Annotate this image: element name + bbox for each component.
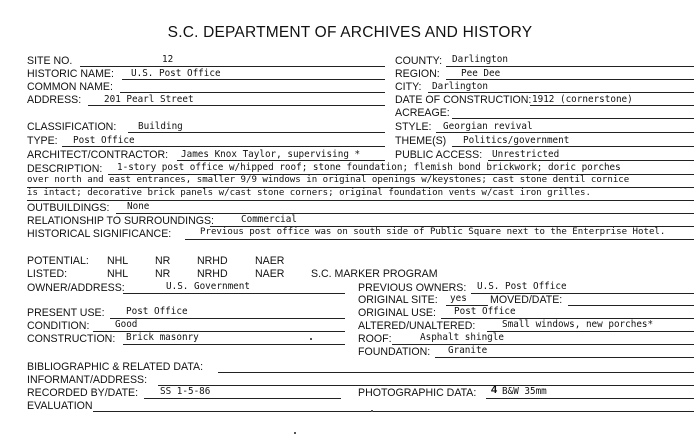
informant-line	[158, 385, 694, 386]
present-use-label: PRESENT USE:	[27, 307, 105, 319]
roof-line	[392, 344, 694, 345]
city-label: CITY:	[395, 81, 422, 93]
construction-line	[123, 344, 345, 345]
county-label: COUNTY:	[395, 55, 443, 67]
listed-nrhd: NRHD	[197, 268, 228, 280]
public-access-label: PUBLIC ACCESS:	[395, 149, 483, 161]
listed-nr: NR	[155, 268, 171, 280]
recorded-by-label: RECORDED BY/DATE:	[27, 387, 139, 399]
significance-value: Previous post office was on south side of Public Square next to the Enterprise Hotel.	[200, 227, 666, 237]
bibliographic-line	[218, 372, 694, 373]
classification-line	[128, 132, 385, 133]
address-value: 201 Pearl Street	[104, 94, 194, 105]
original-site-label: ORIGINAL SITE:	[358, 294, 438, 306]
form-title: S.C. DEPARTMENT OF ARCHIVES AND HISTORY	[167, 24, 533, 41]
informant-label: INFORMANT/ADDRESS:	[27, 374, 148, 386]
county-value: Darlington	[452, 54, 508, 65]
construction-value: Brick masonry	[126, 332, 199, 343]
historic-name-line	[122, 79, 385, 80]
paper-speck	[310, 338, 312, 340]
recorded-by-value: SS 1-5-86	[160, 386, 211, 397]
themes-label: THEME(S)	[395, 135, 447, 147]
listed-nhl: NHL	[107, 268, 129, 280]
moved-date-line	[568, 305, 694, 306]
city-value: Darlington	[432, 81, 488, 92]
outbuildings-label: OUTBUILDINGS:	[27, 202, 110, 214]
altered-line	[487, 331, 694, 332]
site-no-line	[80, 66, 385, 67]
historic-name-value: U.S. Post Office	[131, 68, 221, 79]
style-label: STYLE:	[395, 121, 432, 133]
address-label: ADDRESS:	[27, 94, 82, 106]
outbuildings-line	[116, 213, 694, 214]
type-label: TYPE:	[27, 135, 58, 147]
previous-owners-value: U.S. Post Office	[477, 281, 567, 292]
themes-value: Politics/government	[463, 135, 570, 146]
region-label: REGION:	[395, 68, 440, 80]
common-name-label: COMMON NAME:	[27, 81, 113, 93]
date-construction-value: 1912 (cornerstone)	[532, 94, 633, 105]
style-value: Georgian revival	[443, 121, 533, 132]
previous-owners-label: PREVIOUS OWNERS:	[358, 282, 467, 294]
condition-label: CONDITION:	[27, 320, 90, 332]
acreage-line	[452, 118, 694, 119]
site-no-value: 12	[162, 54, 174, 65]
altered-value: Small windows, new porches*	[502, 319, 654, 330]
architect-line	[177, 160, 385, 161]
owner-address-line	[123, 293, 345, 294]
common-name-line	[120, 92, 385, 93]
classification-label: CLASSIFICATION:	[27, 121, 117, 133]
description-text-3: is intact; decorative brick panels w/cast stone corners; original foundation vents w/cast iron grilles.	[27, 188, 591, 198]
photographic-label: PHOTOGRAPHIC DATA:	[358, 387, 477, 399]
region-value: Pee Dee	[461, 68, 501, 79]
photo-count-value: 4	[491, 384, 498, 396]
potential-nhl: NHL	[107, 255, 129, 267]
architect-value: James Knox Taylor, supervising *	[181, 149, 361, 160]
relationship-label: RELATIONSHIP TO SURROUNDINGS:	[27, 215, 214, 227]
recorded-by-line	[144, 398, 341, 399]
owner-address-label: OWNER/ADDRESS:	[27, 282, 125, 294]
evaluation-line	[93, 411, 694, 412]
photo-type-value: B&W 35mm	[502, 386, 547, 397]
moved-date-label: MOVED/DATE:	[490, 294, 563, 306]
potential-label: POTENTIAL:	[27, 255, 89, 267]
paper-speck	[294, 432, 296, 434]
type-line	[62, 146, 385, 147]
region-line	[446, 79, 694, 80]
description-text-1: 1-story post office w/hipped roof; stone foundation; flemish bond brickwork; doric porches	[117, 162, 621, 173]
themes-line	[452, 146, 694, 147]
altered-label: ALTERED/UNALTERED:	[358, 320, 476, 332]
foundation-line	[435, 357, 694, 358]
owner-address-value: U.S. Government	[166, 281, 250, 292]
paper-speck	[371, 410, 373, 412]
style-line	[436, 132, 694, 133]
date-construction-label: DATE OF CONSTRUCTION:	[395, 94, 532, 106]
condition-value: Good	[115, 319, 138, 330]
description-label: DESCRIPTION:	[27, 163, 103, 175]
type-value: Post Office	[73, 135, 135, 146]
county-line	[446, 66, 694, 67]
relationship-value: Commercial	[241, 214, 297, 225]
historic-name-label: HISTORIC NAME:	[27, 68, 114, 80]
site-no-label: SITE NO.	[27, 55, 73, 67]
city-line	[428, 92, 694, 93]
bibliographic-label: BIBLIOGRAPHIC & RELATED DATA:	[27, 361, 204, 373]
listed-naer: NAER	[255, 268, 285, 280]
marker-program-label: S.C. MARKER PROGRAM	[311, 268, 438, 280]
roof-label: ROOF:	[358, 333, 392, 345]
description-text-2: over north and east entrances, smaller 9/9 windows in original openings w/keystones; cast stone dentil cornice	[27, 175, 630, 185]
architect-label: ARCHITECT/CONTRACTOR:	[27, 149, 169, 161]
address-line	[88, 105, 385, 106]
original-site-value: yes	[450, 293, 467, 304]
present-use-line	[110, 318, 345, 319]
construction-label: CONSTRUCTION:	[27, 333, 116, 345]
present-use-value: Post Office	[126, 306, 188, 317]
roof-value: Asphalt shingle	[420, 332, 504, 343]
evaluation-label: EVALUATION	[27, 400, 93, 412]
potential-nrhd: NRHD	[197, 255, 228, 267]
classification-value: Building	[138, 121, 183, 132]
potential-nr: NR	[155, 255, 171, 267]
foundation-label: FOUNDATION:	[358, 346, 431, 358]
public-access-value: Unrestricted	[492, 149, 560, 160]
significance-label: HISTORICAL SIGNIFICANCE:	[27, 228, 172, 240]
acreage-label: ACREAGE:	[395, 107, 450, 119]
listed-label: LISTED:	[27, 268, 68, 280]
original-use-label: ORIGINAL USE:	[358, 307, 436, 319]
public-access-line	[488, 160, 694, 161]
foundation-value: Granite	[448, 345, 488, 356]
photographic-line	[486, 398, 694, 399]
original-use-value: Post Office	[454, 306, 516, 317]
outbuildings-value: None	[127, 201, 150, 212]
significance-line	[185, 239, 694, 240]
potential-naer: NAER	[255, 255, 285, 267]
date-construction-line	[530, 105, 694, 106]
